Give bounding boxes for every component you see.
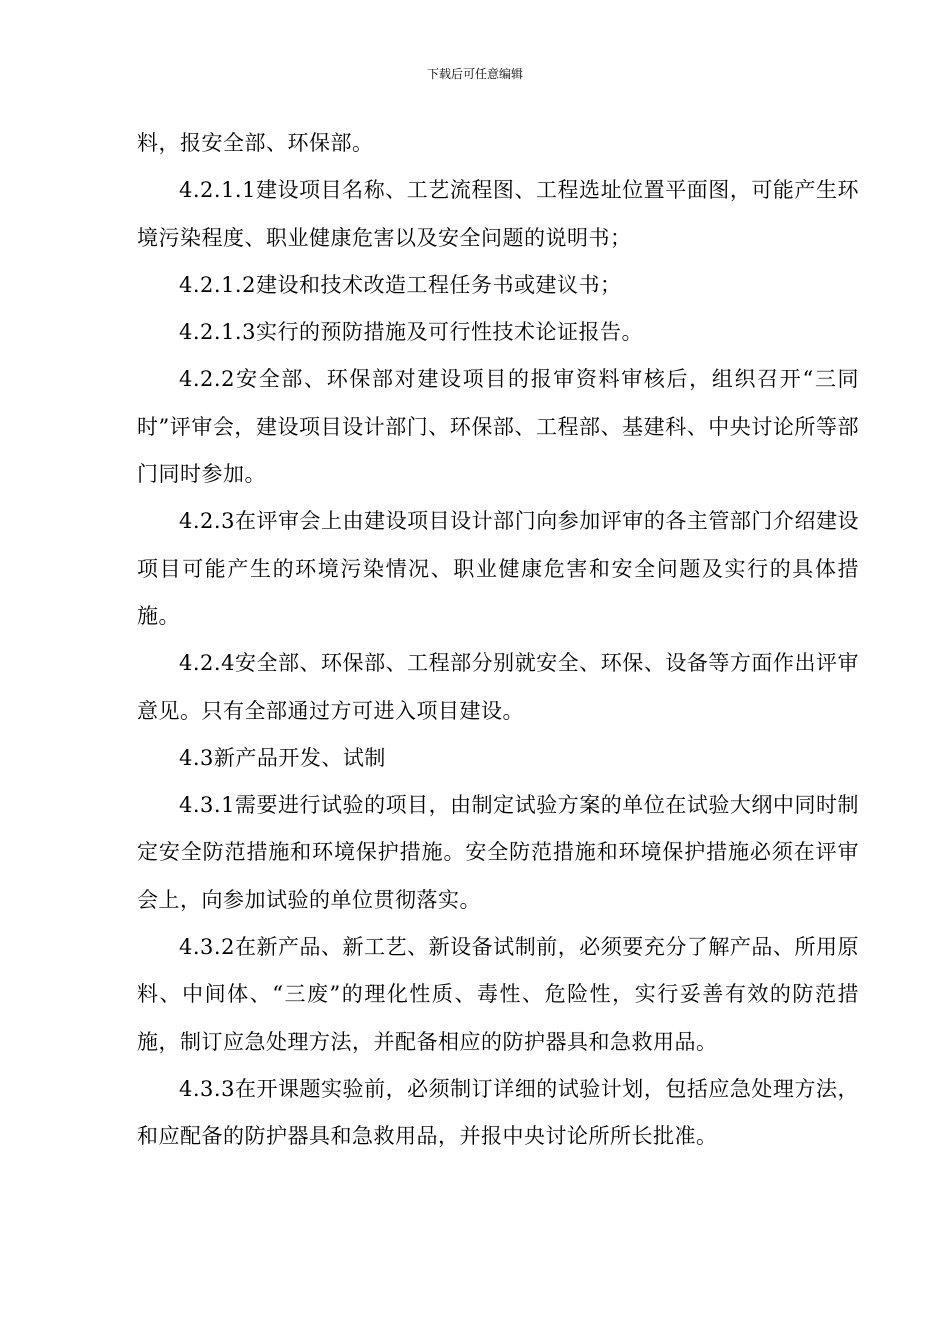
- paragraph-4-2-3: 4.2.3在评审会上由建设项目设计部门向参加评审的各主管部门介绍建设项目可能产生的环境污染情况、职业健康危害和安全问题及实行的具体措施。: [137, 509, 859, 628]
- document-body: [137, 120, 859, 1161]
- paragraph-4-3-1: 4.3.1需要进行试验的项目，由制定试验方案的单位在试验大纲中同时制定安全防范措施和环境保护措施。安全防范措施和环境保护措施必须在评审会上，向参加试验的单位贯彻落实。: [137, 793, 859, 912]
- section-heading-4-3: 4.3新产品开发、试制: [179, 745, 386, 770]
- paragraph-4-2-4: 4.2.4安全部、环保部、工程部分别就安全、环保、设备等方面作出评审意见。只有全部通过方可进入项目建设。: [137, 651, 859, 723]
- paragraph-4-2-1-3: 4.2.1.3实行的预防措施及可行性技术论证报告。: [179, 320, 643, 345]
- paragraph-continuation: 料，报安全部、环保部。: [137, 131, 374, 155]
- paragraph-4-2-2: 4.2.2安全部、环保部对建设项目的报审资料审核后，组织召开“三同时”评审会，建设项目设计部门、环保部、工程部、基建科、中央讨论所等部门同时参加。: [137, 367, 859, 487]
- paragraph-4-3-2: 4.3.2在新产品、新工艺、新设备试制前，必须要充分了解产品、所用原料、中间体、“三废”的理化性质、毒性、危险性，实行妥善有效的防范措施，制订应急处理方法，并配备相应的防护器具和急救用品。: [137, 935, 859, 1054]
- paragraph-4-3-3: 4.3.3在开课题实验前，必须制订详细的试验计划，包括应急处理方法，和应配备的防护器具和急救用品，并报中央讨论所所长批准。: [137, 1076, 859, 1149]
- paragraph-4-2-1-2: 4.2.1.2建设和技术改造工程任务书或建议书；: [179, 272, 622, 297]
- page-header: 下载后可任意编辑: [426, 67, 523, 81]
- paragraph-4-2-1-1: 4.2.1.1建设项目名称、工艺流程图、工程选址位置平面图，可能产生环境污染程度、职业健康危害以及安全问题的说明书；: [137, 178, 859, 250]
